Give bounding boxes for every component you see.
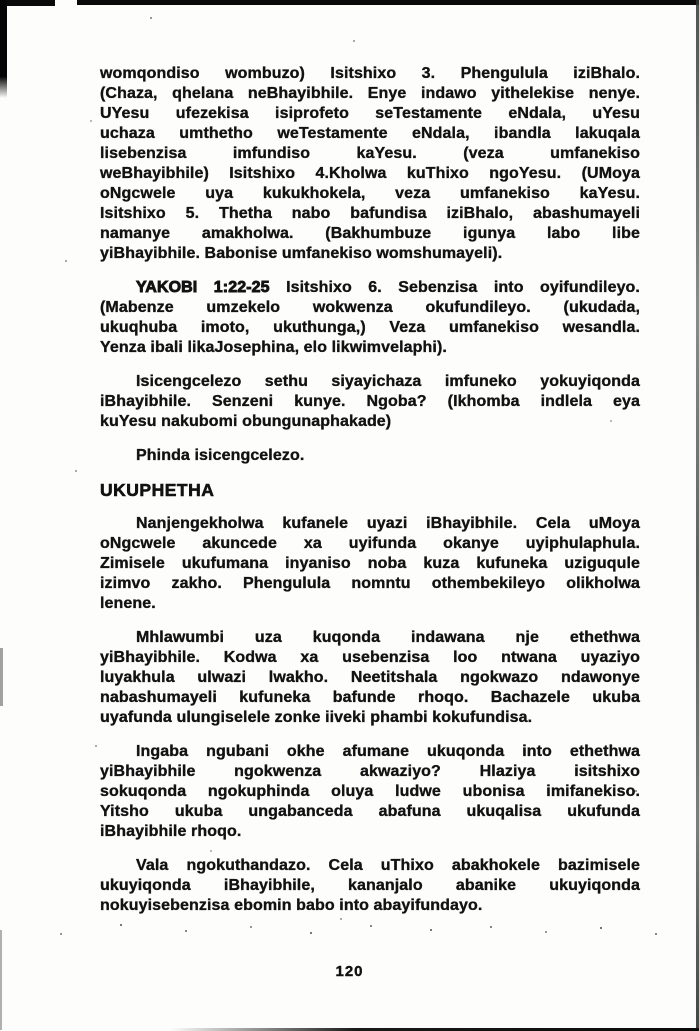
text-line: Mhlawumbi uza kuqonda indawana nje ethethwa <box>136 629 640 646</box>
text-line: (Mabenze umzekelo wokwenza okufundileyo. (ukudada, <box>100 299 640 316</box>
scan-border-left-lower <box>0 930 2 1030</box>
scan-border-top-left-segment <box>0 0 55 6</box>
text-line: womqondiso wombuzo) Isitshixo 3. Phengulula iziBhalo. <box>100 65 640 82</box>
text-line: Isitshixo 5. Thetha nabo bafundisa iziBhalo, abashumayeli <box>100 205 640 222</box>
text-line: namanye amakholwa. (Bakhumbuze igunya labo libe <box>100 225 640 242</box>
text-line: (Chaza, qhelana neBhayibhile. Enye indawo yithelekise nenye. <box>100 85 640 102</box>
text-line: iBhayibhile rhoqo. <box>100 823 242 840</box>
verse-reference: YAKOBI 1:22-25 <box>136 279 270 296</box>
text-line: oNgcwele uya kukukhokela, veza umfanekiso kaYesu. <box>100 185 640 202</box>
text-line: uchaza umthetho weTestamente eNdala, ibandla lakuqala <box>100 125 640 142</box>
text-line: lenene. <box>100 595 156 612</box>
paragraph <box>100 514 640 614</box>
paragraph <box>100 372 640 432</box>
text-line: Vala ngokuthandazo. Cela uThixo abakhokele bazimisele <box>136 857 640 874</box>
text-line: uyafunda ulungiselele zonke iiveki phambi kokufundisa. <box>100 709 533 726</box>
scan-border-top-right-segment <box>77 0 699 5</box>
text-line: weBhayibhile) Isitshixo 4.Kholwa kuThixo ngoYesu. (UMoya <box>100 165 640 182</box>
text-line: yiBhayibhile. Kodwa xa usebenzisa loo ntwana uyaziyo <box>100 649 640 666</box>
text-line: luyakhula ulwazi lwakho. Neetitshala ngokwazo ndawonye <box>100 669 640 686</box>
page-number: 120 <box>335 963 364 980</box>
text-line: yiBhayibhile ngokwenza akwaziyo? Hlaziya isitshixo <box>100 763 640 780</box>
line-text: Isitshixo 6. Sebenzisa into oyifundileyo. <box>269 279 640 296</box>
paragraph <box>100 742 640 842</box>
text-line <box>100 278 640 298</box>
text-line: kuYesu nakubomi obungunaphakade) <box>100 413 392 430</box>
text-line: Phinda isicengcelezo. <box>136 447 305 464</box>
section-heading: UKUPHETHA <box>100 480 215 500</box>
text-line: Yitsho ukuba ungabanceda abafuna ukuqalisa ukufunda <box>100 803 640 820</box>
text-line: ukuyiqonda iBhayibhile, kananjalo abanike ukuyiqonda <box>100 877 640 894</box>
scan-border-left <box>0 0 7 98</box>
text-line: sokuqonda ngokuphinda oluya ludwe ubonisa imifanekiso. <box>100 783 640 800</box>
text-line: ukuqhuba imoto, ukuthunga,) Veza umfanekiso wesandla. <box>100 319 640 336</box>
text-line: nabashumayeli kufuneka bafunde rhoqo. Bachazele ukuba <box>100 689 640 706</box>
paragraph <box>100 628 640 728</box>
text-line: yiBhayibhile. Babonise umfanekiso womshumayeli). <box>100 245 503 262</box>
scan-border-left-smudge <box>0 648 3 706</box>
paragraph <box>100 278 640 358</box>
text-line: Yenza ibali likaJosephina, elo likwimvelaphi). <box>100 339 447 356</box>
text-line: oNgcwele akuncede xa uyifunda okanye uyiphulaphula. <box>100 535 640 552</box>
text-line: UYesu ufezekisa isiprofeto seTestamente eNdala, uYesu <box>100 105 640 122</box>
paragraph <box>100 64 640 264</box>
text-line: iBhayibhile. Senzeni kunye. Ngoba? (Ikhomba indlela eya <box>100 393 640 410</box>
text-line: lisebenzisa imfundiso kaYesu. (veza umfanekiso <box>100 145 640 162</box>
scan-noise-speckles <box>0 0 2 2</box>
text-line: Ingaba ngubani okhe afumane ukuqonda into ethethwa <box>136 743 640 760</box>
text-line: Isicengcelezo sethu siyayichaza imfuneko yokuyiqonda <box>136 373 640 390</box>
text-line: nokuyisebenzisa ebomin babo into abayifundayo. <box>100 897 483 914</box>
paragraph <box>100 856 640 916</box>
paragraph <box>100 446 640 466</box>
text-line: izimvo zakho. Phengulula nomntu othembekileyo olikholwa <box>100 575 640 592</box>
text-line: Nanjengekholwa kufanele uyazi iBhayibhile. Cela uMoya <box>136 515 640 532</box>
text-line: Zimisele ukufumana inyaniso noba kuza kufuneka uziguqule <box>100 555 640 572</box>
text-column <box>100 64 640 916</box>
